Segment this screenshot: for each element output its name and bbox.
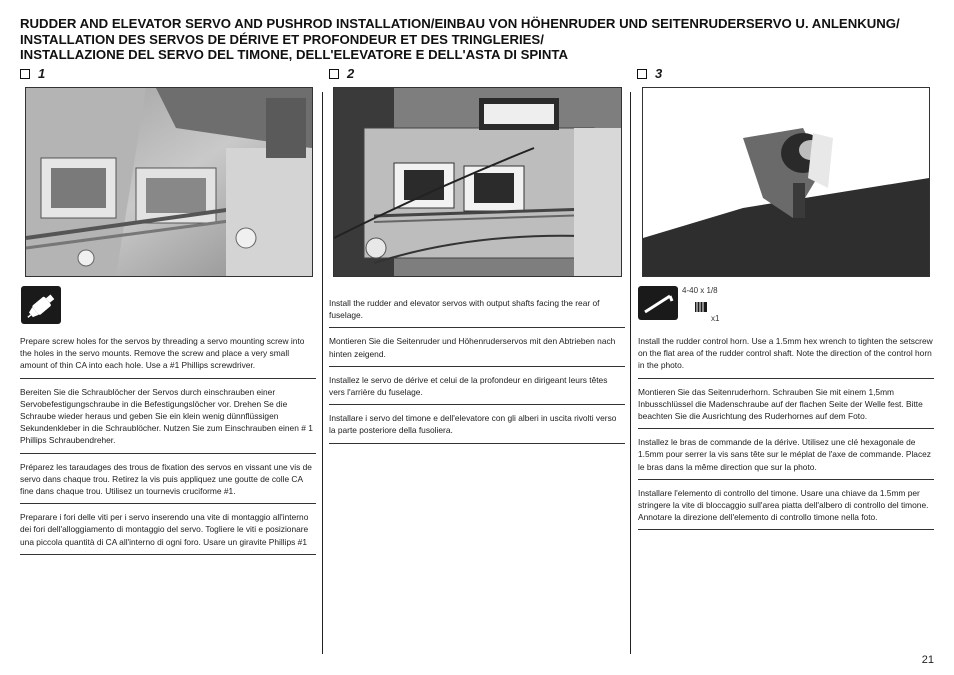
photo-control-horn [642, 87, 930, 277]
hardware-quantity: x1 [711, 314, 720, 323]
page-title [20, 16, 940, 63]
column-divider [322, 92, 323, 654]
title-line-1: RUDDER AND ELEVATOR SERVO AND PUSHROD INSTALLATION/EINBAU VON HÖHENRUDER UND SEITENRUDERSERVO U. ANLENKUNG/ [20, 16, 900, 31]
step-1-number: 1 [38, 66, 46, 81]
step-3-checkbox[interactable] [637, 69, 647, 79]
instruction-it: Installare i servo del timone e dell'elevatore con gli alberi in uscita rivolti verso la parte posteriore della fusoliera. [329, 410, 625, 443]
instruction-de: Bereiten Sie die Schraublöcher der Servos durch einschrauben einer Servobefestigungschraube in die Befestigungslöcher vor. Drehen Se die Schraube wieder heraus und geben Sie ein klein wenig dünnflüssigen Sekundenkleber in die Schraublöcher. Nutzen Sie zum Einschrauben einen # 1 Phillips Schraubendreher. [20, 384, 316, 454]
step-3-instructions [638, 333, 934, 535]
hex-wrench-icon [638, 286, 678, 325]
instruction-en: Install the rudder control horn. Use a 1.5mm hex wrench to tighten the setscrew on the flat area of the rudder control shaft. Note the direction of the control horn in the photo. [638, 333, 934, 379]
title-line-2: INSTALLATION DES SERVOS DE DÉRIVE ET PROFONDEUR ET DES TRINGLERIES/ [20, 31, 544, 47]
photo-servo-mounts [25, 87, 313, 277]
step-3-number: 3 [655, 66, 663, 81]
photo-servos-installed [333, 87, 622, 277]
setscrew-icon [694, 300, 708, 318]
instruction-it: Installare l'elemento di controllo del timone. Usare una chiave da 1.5mm per stringere la vite di bloccaggio sull'area piatta dell'albero di controllo del timone. Annotare la direzione dell'elemento di controllo timone nella foto. [638, 485, 934, 531]
column-divider [630, 92, 631, 654]
instruction-de: Montieren Sie die Seitenruder und Höhenruderservos mit den Abtrieben nach hinten zeigend. [329, 333, 625, 366]
instruction-it: Preparare i fori delle viti per i servo inserendo una vite di montaggio all'interno dei fori dell'alloggiamento di montaggio del servo. Togliere le viti e posizionare una piccola quantità di CA all'interno di ogni foro. Usare un giravite Phillips #1 [20, 509, 316, 555]
step-2-header [329, 66, 354, 81]
page-number: 21 [921, 654, 934, 666]
step-2-instructions [329, 295, 625, 449]
hardware-size-label: 4-40 x 1/8 [682, 286, 718, 295]
ca-glue-icon [21, 286, 61, 329]
step-1-instructions [20, 333, 316, 560]
instruction-fr: Installez le servo de dérive et celui de la profondeur en dirigeant leurs têtes vers l'arrière du fuselage. [329, 372, 625, 405]
instruction-fr: Installez le bras de commande de la dérive. Utilisez une clé hexagonale de 1.5mm pour serrer la vis sans tête sur le méplat de l'axe de commande. Placez le bras dans la même direction que sur la photo. [638, 434, 934, 480]
instruction-de: Montieren Sie das Seitenruderhorn. Schrauben Sie mit einem 1,5mm Inbusschlüssel die Madenschraube auf der flachen Seite der Welle fest. Bitte beachten Sie die Ausrichtung des Ruderhornes auf dem Foto. [638, 384, 934, 430]
step-3-header [637, 66, 662, 81]
instruction-en: Install the rudder and elevator servos with output shafts facing the rear of fuselage. [329, 295, 625, 328]
step-1-checkbox[interactable] [20, 69, 30, 79]
instruction-fr: Préparez les taraudages des trous de fixation des servos en vissant une vis de servo dans chaque trou. Retirez la vis puis appliquez une goutte de colle CA fine dans chaque trou. Utilisez un tournevis cruciforme #1. [20, 459, 316, 505]
step-2-number: 2 [347, 66, 355, 81]
title-line-3: INSTALLAZIONE DEL SERVO DEL TIMONE, DELL'ELEVATORE E DELL'ASTA DI SPINTA [20, 47, 568, 62]
instruction-en: Prepare screw holes for the servos by threading a servo mounting screw into the holes in the servo mounts. Remove the screw and place a very small amount of thin CA into each hole. Use a #1 Phillips screwdriver. [20, 333, 316, 379]
step-1-header [20, 66, 45, 81]
step-2-checkbox[interactable] [329, 69, 339, 79]
